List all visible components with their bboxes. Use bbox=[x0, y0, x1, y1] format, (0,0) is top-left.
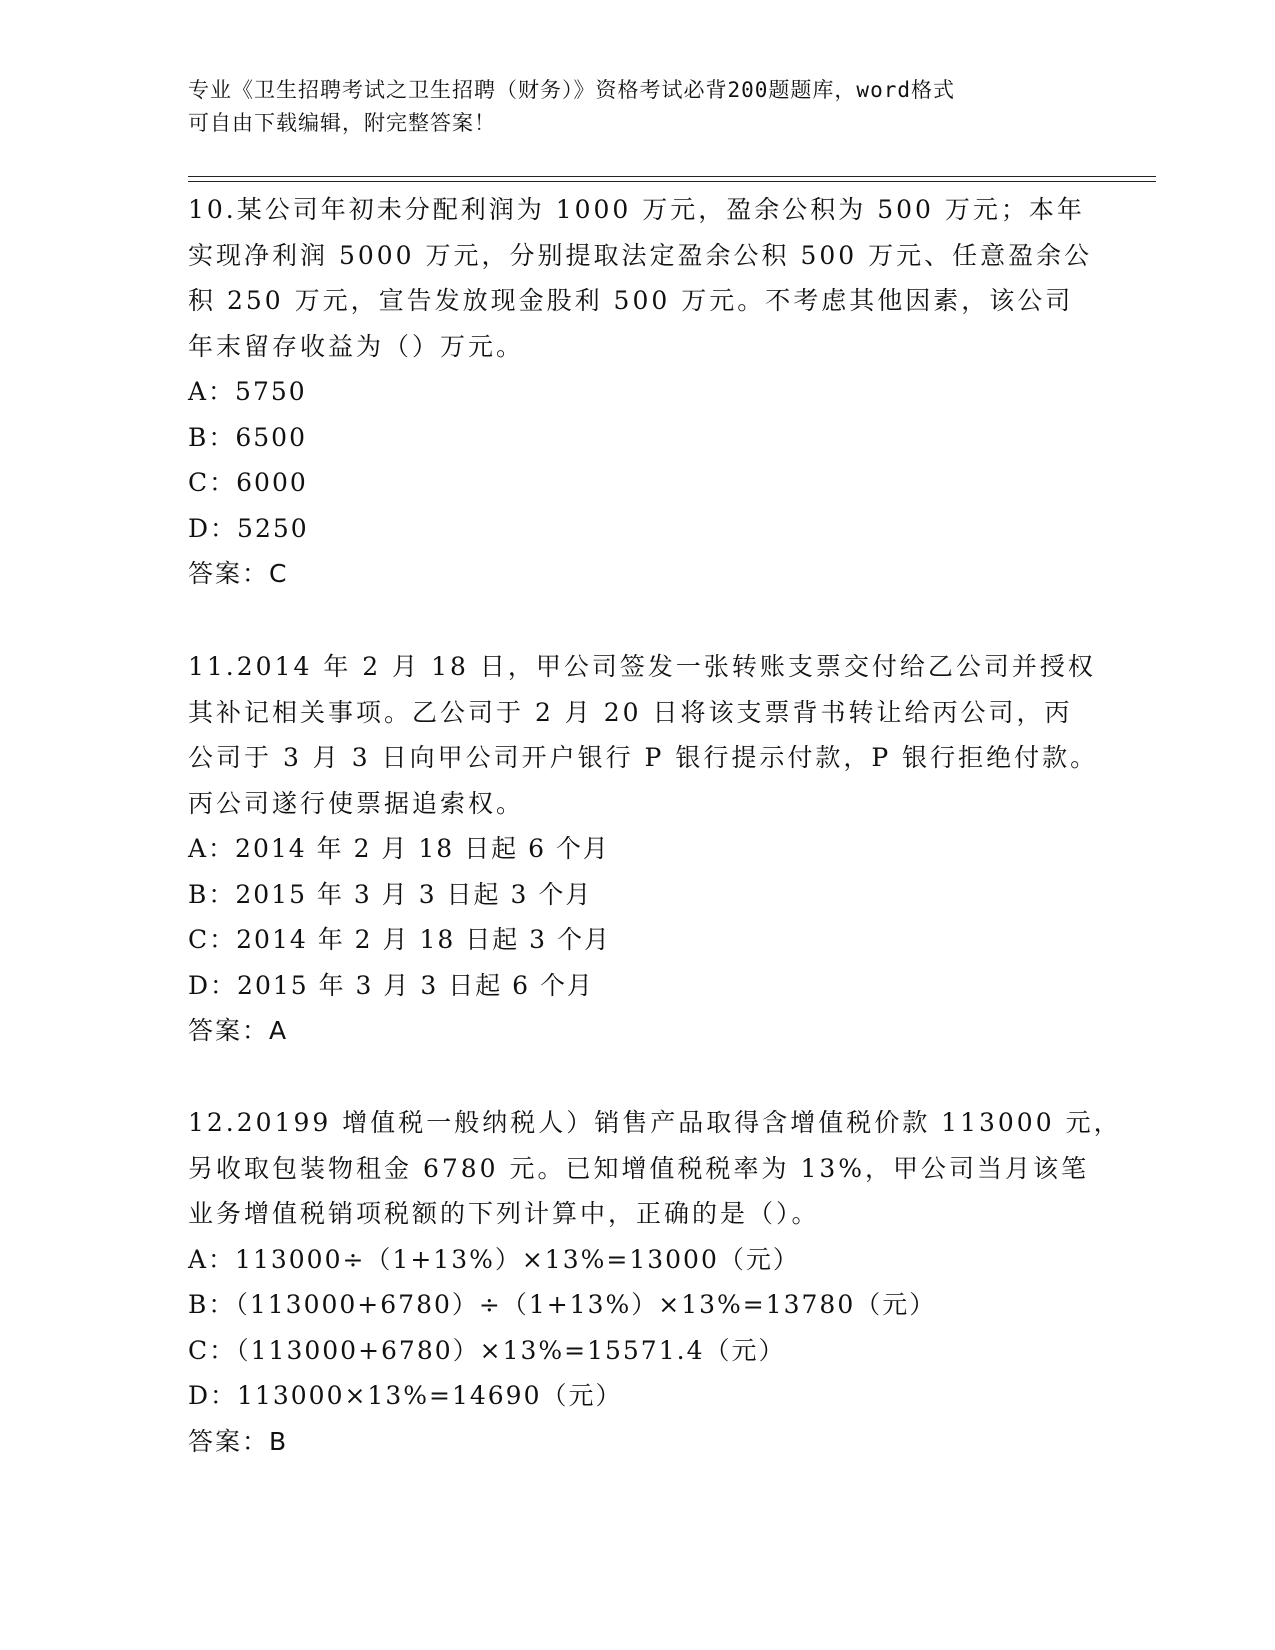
stem-line: 年末留存收益为（）万元。 bbox=[188, 331, 525, 361]
question-11 bbox=[188, 644, 1099, 1054]
option-d: D：5250 bbox=[188, 513, 309, 543]
header-divider-top bbox=[188, 176, 1156, 177]
stem-line: 其补记相关事项。乙公司于 2 月 20 日将该支票背书转让给丙公司，丙 bbox=[188, 697, 1073, 727]
option-d: D：113000×13%=14690（元） bbox=[188, 1381, 623, 1410]
question-stem bbox=[188, 187, 1093, 369]
stem-line: 实现净利润 5000 万元，分别提取法定盈余公积 500 万元、任意盈余公 bbox=[188, 240, 1093, 270]
stem-line: 10.某公司年初未分配利润为 1000 万元，盈余公积为 500 万元；本年 bbox=[188, 195, 1085, 224]
option-b: B：2015 年 3 月 3 日起 3 个月 bbox=[188, 879, 593, 909]
stem-line: 11.2014 年 2 月 18 日，甲公司签发一张转账支票交付给乙公司并授权 bbox=[188, 652, 1096, 681]
stem-line: 公司于 3 月 3 日向甲公司开户银行 P 银行提示付款，P 银行拒绝付款。 bbox=[188, 743, 1099, 772]
answer-line: 答案：B bbox=[188, 1426, 289, 1456]
option-b: B：（113000+6780）÷（1+13%）×13%=13780（元） bbox=[188, 1290, 937, 1319]
header-line-2: 可自由下载编辑，附完整答案！ bbox=[188, 111, 496, 135]
question-stem bbox=[188, 1100, 1122, 1237]
stem-line: 积 250 万元，宣告发放现金股利 500 万元。不考虑其他因素，该公司 bbox=[188, 286, 1074, 315]
option-b: B：6500 bbox=[188, 422, 307, 452]
header-line-1: 专业《卫生招聘考试之卫生招聘（财务）》资格考试必背200题题库，word格式 bbox=[188, 78, 955, 102]
answer-line: 答案：A bbox=[188, 1016, 289, 1045]
option-a: A：113000÷（1+13%）×13%=13000（元） bbox=[188, 1244, 800, 1274]
option-c: C：2014 年 2 月 18 日起 3 个月 bbox=[188, 925, 612, 954]
question-10 bbox=[188, 187, 1093, 597]
question-stem bbox=[188, 644, 1099, 826]
stem-line: 丙公司遂行使票据追索权。 bbox=[188, 788, 525, 818]
question-12 bbox=[188, 1100, 1122, 1464]
header-divider-bottom bbox=[188, 181, 1156, 182]
document-header bbox=[188, 74, 1068, 140]
stem-line: 业务增值税销项税额的下列计算中，正确的是（）。 bbox=[188, 1199, 820, 1228]
option-a: A：5750 bbox=[188, 377, 307, 406]
stem-line: 12.20199 增值税一般纳税人）销售产品取得含增值税价款 113000 元， bbox=[188, 1108, 1122, 1137]
option-d: D：2015 年 3 月 3 日起 6 个月 bbox=[188, 970, 595, 1000]
answer-line: 答案：C bbox=[188, 559, 289, 588]
option-c: C：6000 bbox=[188, 468, 308, 497]
stem-line: 另收取包装物租金 6780 元。已知增值税税率为 13%，甲公司当月该笔 bbox=[188, 1153, 1090, 1183]
option-a: A：2014 年 2 月 18 日起 6 个月 bbox=[188, 834, 610, 863]
option-c: C：（113000+6780）×13%=15571.4（元） bbox=[188, 1335, 786, 1365]
